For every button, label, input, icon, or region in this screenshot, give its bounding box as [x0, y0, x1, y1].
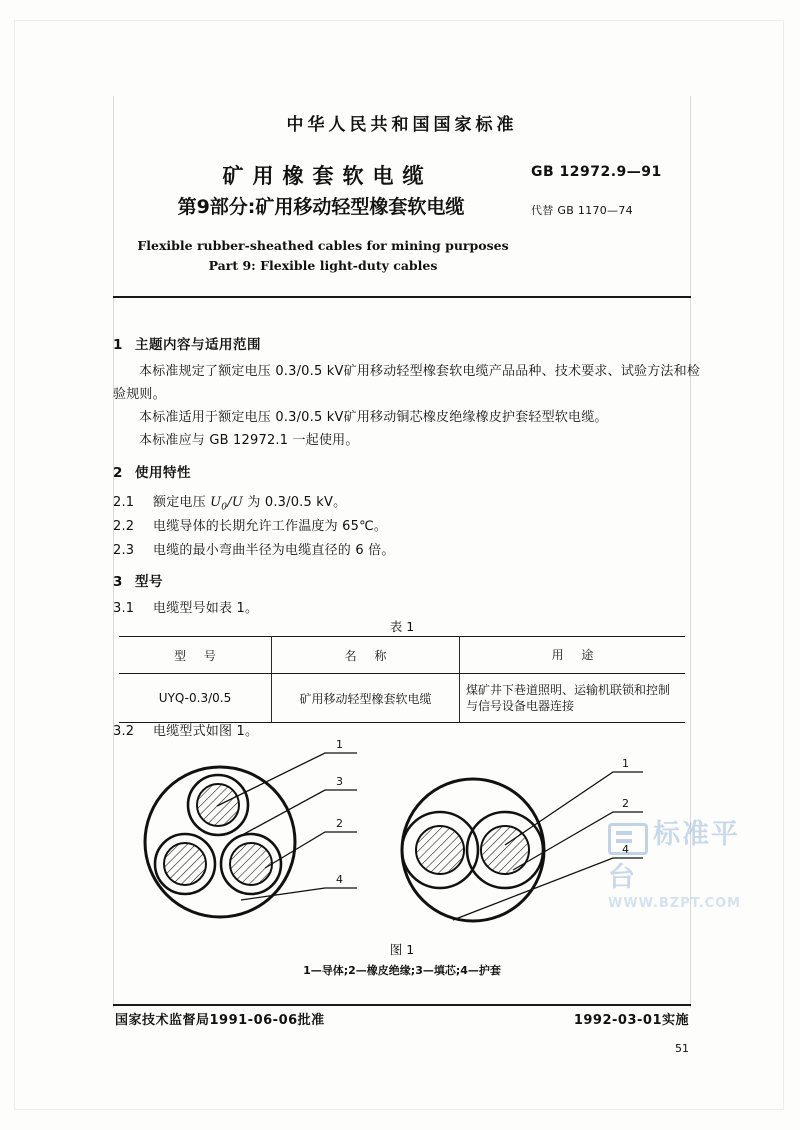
figure-1-left-callout-4: 4 [336, 873, 343, 886]
clause-2-3 [113, 539, 395, 558]
clause-2-1 [113, 491, 346, 513]
figure-1-left-callout-1: 1 [336, 740, 343, 751]
section-1-number: 1 [113, 337, 123, 353]
section-2-title: 使用特性 [135, 465, 191, 481]
section-1-paragraph-1-line-1: 本标准规定了额定电压 0.3/0.5 kV矿用移动轻型橡套软电缆产品品种、技术要求、试验方法和检 [139, 364, 701, 379]
title-chinese-line2: 第9部分:矿用移动轻型橡套软电缆 [177, 196, 465, 218]
section-3-title: 型号 [135, 574, 163, 590]
section-1-heading [113, 333, 261, 353]
section-1-title: 主题内容与适用范围 [135, 337, 261, 353]
clause-3-1 [113, 597, 258, 616]
table-1-header-row [119, 637, 685, 674]
clause-2-2-number: 2.2 [113, 519, 135, 534]
figure-1-left-callout-2: 2 [336, 817, 343, 830]
table-1 [119, 636, 685, 723]
clause-2-1-text-pre: 额定电压 [153, 495, 211, 510]
footer-divider [113, 1004, 691, 1006]
table-1-header-name: 名 称 [272, 637, 460, 674]
section-1-paragraph-1-line-2: 验规则。 [113, 387, 166, 402]
clause-2-3-number: 2.3 [113, 543, 135, 558]
header-divider [113, 296, 691, 298]
section-1-paragraph-3: 本标准应与 GB 12972.1 一起使用。 [139, 433, 359, 448]
page-content [113, 0, 742, 1130]
replaces-standard: 代替 GB 1170—74 [531, 204, 633, 217]
figure-1-legend: 1—导体;2—橡皮绝缘;3—填芯;4—护套 [303, 964, 501, 977]
table-1-cell-use: 煤矿井下巷道照明、运输机联锁和控制与信号设备电器连接 [460, 674, 686, 723]
clause-2-2-text: 电缆导体的长期允许工作温度为 65℃。 [153, 519, 388, 534]
standard-number: GB 12972.9—91 [531, 164, 662, 180]
title-english-line1: Flexible rubber-sheathed cables for mining purposes [137, 238, 509, 253]
clause-2-1-number: 2.1 [113, 495, 135, 510]
implementation-statement: 1992-03-01实施 [573, 1013, 689, 1028]
figure-1-left-callout-3: 3 [336, 775, 343, 788]
title-english-line2: Part 9: Flexible light-duty cables [208, 258, 438, 273]
three-core-cable-cross-section [145, 753, 357, 917]
figure-1-right-callout-2: 2 [622, 797, 629, 810]
figure-1 [113, 740, 691, 940]
section-3-heading [113, 570, 163, 590]
clause-2-1-symbol-subscript: 0 [221, 502, 228, 513]
clause-3-1-text: 电缆型号如表 1。 [153, 601, 259, 616]
section-1-paragraph-2: 本标准适用于额定电压 0.3/0.5 kV矿用移动铜芯橡皮绝缘橡皮护套轻型软电缆。 [139, 410, 608, 425]
clause-2-1-symbol-post: /U [227, 495, 243, 510]
national-standard-header: 中华人民共和国国家标准 [286, 115, 518, 135]
table-1-header-model: 型 号 [119, 637, 272, 674]
figure-1-svg [113, 740, 691, 940]
two-core-cable-cross-section [402, 772, 643, 921]
section-2-heading [113, 461, 191, 481]
section-2-number: 2 [113, 465, 123, 481]
clause-3-2 [113, 720, 258, 739]
section-3-number: 3 [113, 574, 123, 590]
page-number: 51 [675, 1042, 689, 1055]
clause-3-2-text: 电缆型式如图 1。 [153, 724, 259, 739]
clause-2-3-text: 电缆的最小弯曲半径为电缆直径的 6 倍。 [153, 543, 395, 558]
table-1-caption: 表 1 [389, 619, 415, 634]
clause-2-2 [113, 515, 387, 534]
figure-1-right-callout-4: 4 [622, 843, 629, 856]
watermark-url: WWW.BZPT.COM [608, 895, 742, 911]
table-row [119, 674, 685, 723]
watermark-text: 标准平台 [608, 819, 740, 893]
table-1-cell-name: 矿用移动轻型橡套软电缆 [272, 674, 460, 723]
clause-3-1-number: 3.1 [113, 601, 135, 616]
clause-2-1-symbol: U [210, 495, 222, 510]
title-chinese-line1: 矿用橡套软电缆 [222, 164, 433, 188]
approval-statement: 国家技术监督局1991-06-06批准 [115, 1013, 325, 1028]
table-1-header-use: 用 途 [460, 637, 686, 674]
figure-1-right-callout-1: 1 [622, 757, 629, 770]
figure-1-caption: 图 1 [389, 942, 415, 957]
clause-2-1-text-post: 为 0.3/0.5 kV。 [242, 495, 347, 510]
table-1-cell-model: UYQ-0.3/0.5 [119, 674, 272, 723]
clause-3-2-number: 3.2 [113, 724, 135, 739]
